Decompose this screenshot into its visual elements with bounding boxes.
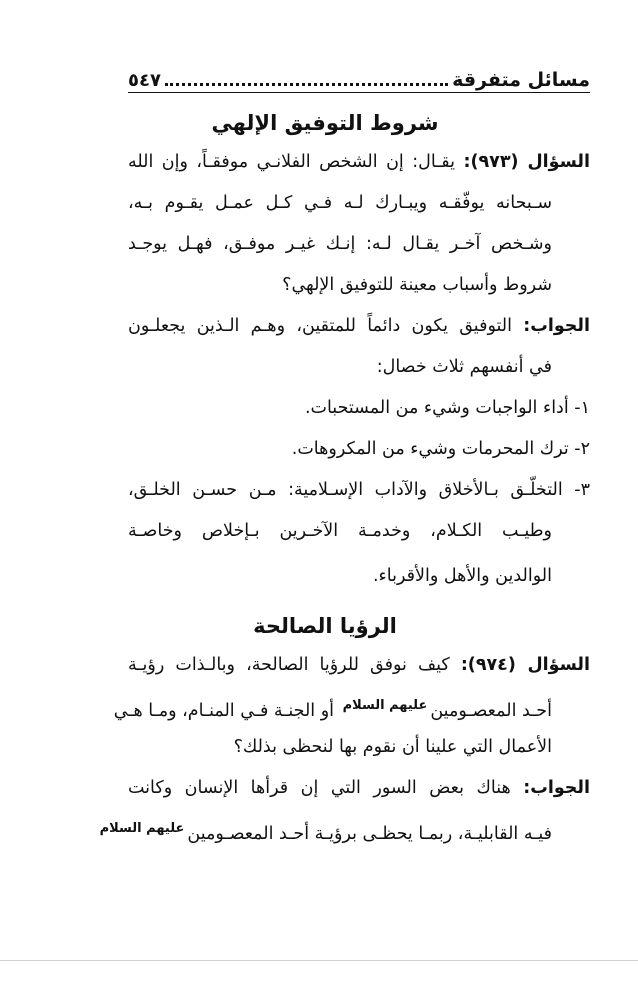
answer-974-line-2 (99, 809, 552, 849)
line-text: هناك بعض السور التي إن قرأها الإنسان وكانت (128, 778, 524, 798)
question-label: السؤال (٩٧٣): (463, 152, 590, 172)
line-text: كيف نوفق للرؤيا الصالحة، وبالـذات رؤيـة (128, 655, 461, 675)
list-item-3-line-2: وطيـب الكـلام، وخدمـة الآخـرين بـإخلاص وخاصـة (128, 521, 552, 541)
scan-edge-divider (0, 960, 638, 961)
question-973-line-1 (128, 142, 590, 182)
blessing-symbol-icon: عليهم السلام (99, 821, 185, 836)
section-heading-good-vision: الرؤيا الصالحة (253, 614, 397, 638)
answer-974-line-1 (128, 768, 590, 808)
question-974-line-3: الأعمال التي علينا أن نقوم بها لنحظى بذلك؟ (233, 737, 552, 757)
answer-label: الجواب: (523, 778, 590, 798)
list-item-2: ٢- ترك المحرمات وشيء من المكروهات. (291, 439, 590, 459)
blessing-symbol-icon: عليهم السلام (342, 698, 428, 713)
answer-973-line-1 (128, 306, 590, 346)
running-title: مسائل متفرقة (452, 69, 590, 91)
list-item-3-line-1: ٣- التخلّـق بـالأخلاق والآداب الإسـلامية: مـن حسـن الخلـق، (128, 480, 590, 500)
question-974-line-1 (128, 645, 590, 685)
dotted-leader (165, 83, 448, 86)
question-973-line-2: سـبحانه يوفّقـه ويبـارك لـه فـي كـل عمـل يقـوم بـه، (128, 193, 552, 213)
line-text: يقـال: إن الشخص الفلانـي موفقـاً، وإن الله (128, 152, 464, 172)
list-item-3-line-3: الوالدين والأهل والأقرباء. (372, 566, 552, 586)
line-text: أو الجنـة فـي المنـام، ومـا هـي (113, 700, 340, 721)
question-973-line-3: وشـخص آخـر يقـال لـه: إنـك غيـر موفـق، فهـل يوجـد (128, 234, 552, 254)
line-text: التوفيق يكون دائماً للمتقين، وهـم الـذين يجعلـون (128, 316, 524, 336)
question-974-line-2 (113, 686, 552, 726)
page-number: ٥٤٧ (128, 70, 161, 91)
question-label: السؤال (٩٧٤): (460, 655, 591, 675)
answer-label: الجواب: (523, 316, 590, 336)
list-item-1: ١- أداء الواجبات وشيء من المستحبات. (304, 398, 590, 418)
line-text: أحـد المعصـومين (430, 700, 552, 721)
section-heading-divine-success: شروط التوفيق الإلهي (211, 111, 439, 135)
page-header (128, 58, 590, 93)
question-973-line-4: شروط وأسباب معينة للتوفيق الإلهي؟ (282, 275, 552, 295)
line-text: فيـه القابليـة، ربمـا يحظـى برؤيـة أحـد المعصـومين (187, 823, 552, 844)
answer-973-line-2: في أنفسهم ثلاث خصال: (376, 357, 552, 377)
